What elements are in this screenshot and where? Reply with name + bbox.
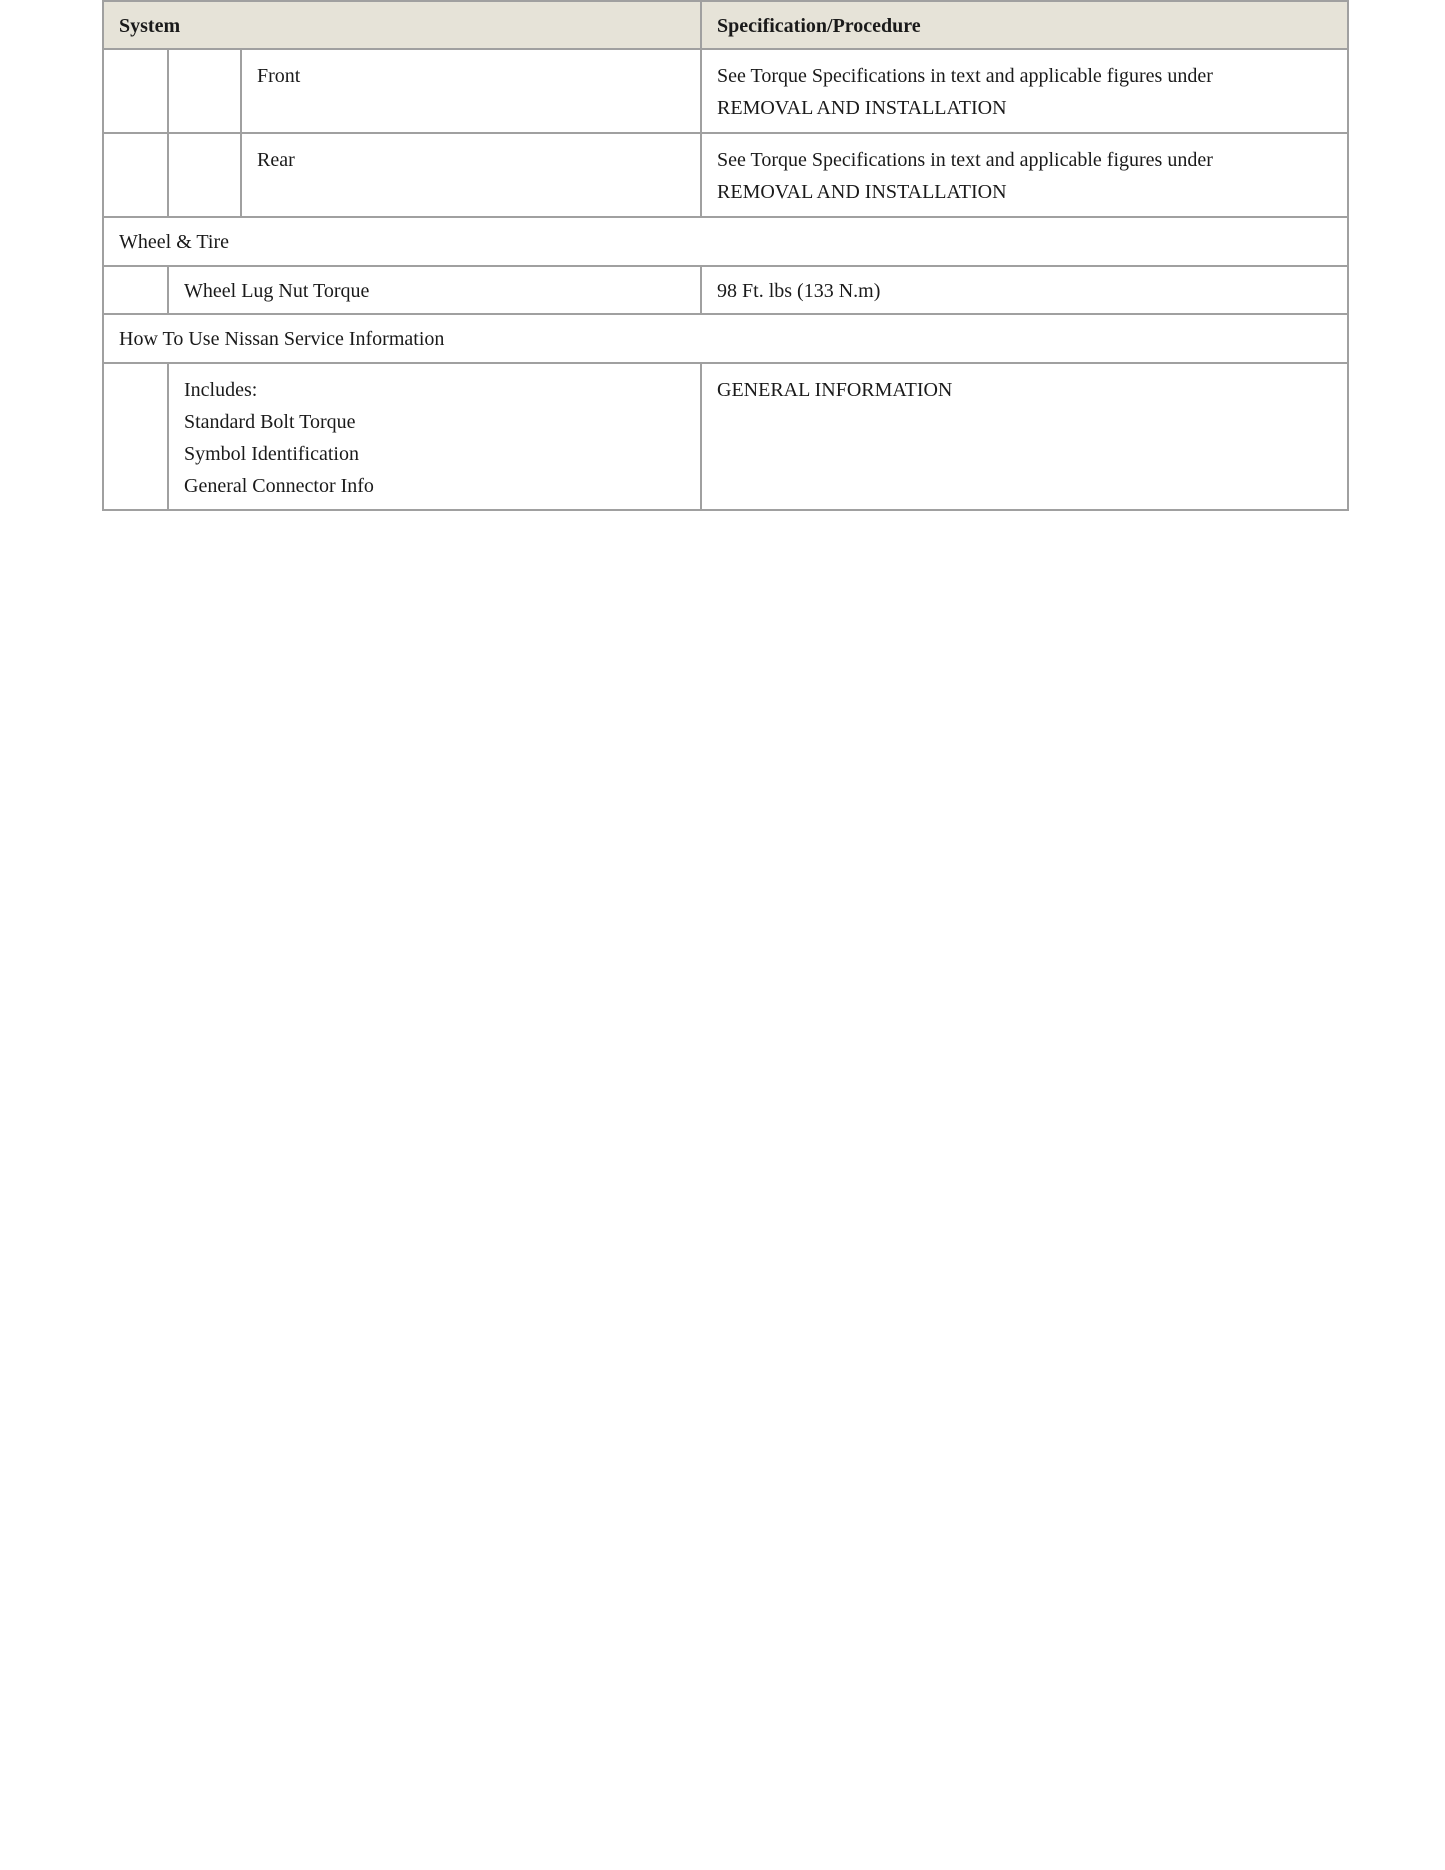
rear-spec-line: REMOVAL AND INSTALLATION: [717, 181, 1007, 203]
section-nissan-info: How To Use Nissan Service Information: [103, 314, 1348, 363]
includes-line: Includes:: [184, 379, 258, 401]
lug-nut-spec: 98 Ft. lbs (133 N.m): [701, 266, 1348, 314]
table-row: [103, 266, 1348, 314]
indent-cell: [103, 133, 168, 217]
nissan-spec: GENERAL INFORMATION: [701, 363, 1348, 510]
table-row: [103, 133, 1348, 217]
indent-cell: [103, 49, 168, 133]
section-row: [103, 314, 1348, 363]
includes-line: General Connector Info: [184, 475, 374, 497]
indent-cell: [168, 49, 241, 133]
indent-cell: [103, 363, 168, 510]
specification-table: [102, 0, 1349, 511]
table-row: [103, 49, 1348, 133]
table-row: [103, 363, 1348, 510]
front-spec: [701, 49, 1348, 133]
front-spec-line: REMOVAL AND INSTALLATION: [717, 97, 1007, 119]
rear-label: Rear: [241, 133, 701, 217]
section-row: [103, 217, 1348, 266]
indent-cell: [168, 133, 241, 217]
nissan-includes: [168, 363, 701, 510]
front-label: Front: [241, 49, 701, 133]
front-spec-line: See Torque Specifications in text and applicable figures under: [717, 65, 1213, 87]
system-column-header: System: [103, 1, 701, 49]
table-header-row: [103, 1, 1348, 49]
indent-cell: [103, 266, 168, 314]
includes-line: Standard Bolt Torque: [184, 411, 356, 433]
lug-nut-label: Wheel Lug Nut Torque: [168, 266, 701, 314]
spec-column-header: Specification/Procedure: [701, 1, 1348, 49]
rear-spec-line: See Torque Specifications in text and applicable figures under: [717, 149, 1213, 171]
includes-line: Symbol Identification: [184, 443, 359, 465]
rear-spec: [701, 133, 1348, 217]
section-wheel-tire: Wheel & Tire: [103, 217, 1348, 266]
